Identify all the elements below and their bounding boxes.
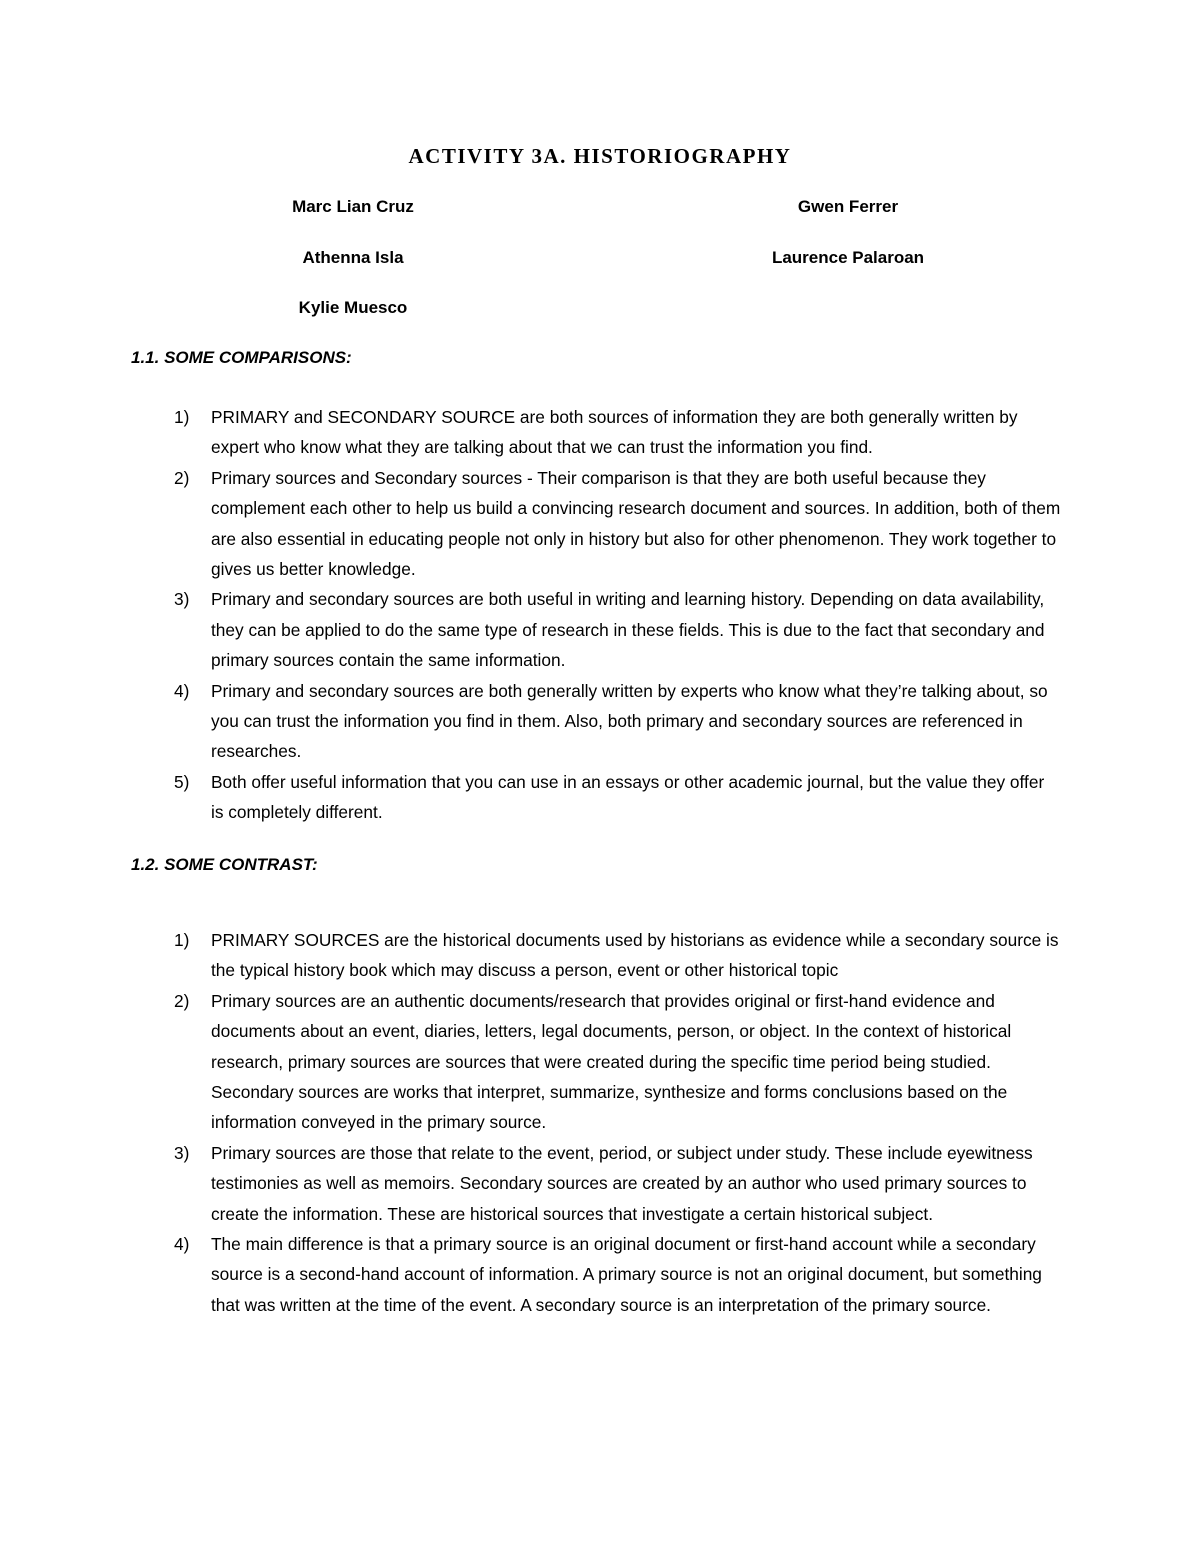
list-item-number: 2) (174, 990, 190, 1011)
section-heading-contrast: 1.2. SOME CONTRAST: (131, 855, 318, 874)
list-item-text: PRIMARY and SECONDARY SOURCE are both sources of information they are both generally written by expert who know what they are talking about that we can trust the information you find. (211, 407, 1018, 458)
list-item-number: 1) (174, 930, 190, 950)
list-item-text: Primary sources and Secondary sources - Their comparison is that they are both useful because they complement each other to help us build a convincing research document and sources. In addition, both of them are also essential in educating people not only in history but also for other phenomenon. They work together to gives us better knowledge. (211, 467, 1061, 580)
list-item-text: Primary sources are those that relate to the event, period, or subject under study. These include eyewitness testimonies as well as memoirs. Secondary sources are created by an author who used primary sources to create the information. These are historical sources that investigate a certain historical subject. (211, 1142, 1033, 1224)
list-item (131, 402, 1061, 463)
section-heading-comparisons: 1.1. SOME COMPARISONS: (131, 348, 352, 367)
list-item (131, 676, 1061, 767)
list-item (131, 584, 1061, 675)
list-item-text: Both offer useful information that you can use in an essays or other academic journal, but the value they offer is completely different. (211, 771, 1045, 823)
list-item (131, 767, 1061, 828)
list-item (131, 1138, 1061, 1229)
list-item (131, 986, 1061, 1138)
author-name: Gwen Ferrer (797, 197, 899, 216)
list-item-number: 3) (174, 589, 190, 610)
document-title: ACTIVITY 3A. HISTORIOGRAPHY (408, 144, 792, 168)
author-name: Laurence Palaroan (771, 248, 925, 267)
list-item-text: Primary sources are an authentic documents/research that provides original or first-hand evidence and documents about an event, diaries, letters, legal documents, person, or object. In the context of historical research, primary sources are sources that were created during the specific time period being studied. Secondary sources are works that interpret, summarize, synthesize and forms conclusions based on the information conveyed in the primary source. (211, 990, 1012, 1133)
comparisons-list (131, 402, 1061, 828)
list-item-number: 1) (174, 407, 190, 427)
list-item (131, 463, 1061, 585)
list-item-number: 2) (174, 467, 190, 488)
author-name: Athenna Isla (302, 248, 404, 267)
author-name: Kylie Muesco (298, 298, 408, 317)
list-item-number: 3) (174, 1142, 190, 1163)
list-item-text: PRIMARY SOURCES are the historical documents used by historians as evidence while a secondary source is the typical history book which may discuss a person, event or other historical topic (211, 930, 1059, 981)
list-item (131, 925, 1061, 986)
author-name: Marc Lian Cruz (292, 197, 414, 216)
list-item (131, 1229, 1061, 1320)
list-item-text: The main difference is that a primary source is an original document or first-hand account while a secondary source is a second-hand account of information. A primary source is not an original document, but something that was written at the time of the event. A secondary source is an interpretation of the primary source. (211, 1234, 1042, 1315)
list-item-number: 5) (174, 771, 190, 792)
list-item-number: 4) (174, 680, 190, 701)
list-item-number: 4) (174, 1234, 190, 1255)
list-item-text: Primary and secondary sources are both generally written by experts who know what they’re talking about, so you can trust the information you find in them. Also, both primary and secondary sources are referenced in researches. (211, 680, 1048, 762)
list-item-text: Primary and secondary sources are both useful in writing and learning history. Depending on data availability, they can be applied to do the same type of research in these fields. This is due to the fact that secondary and primary sources contain the same information. (211, 589, 1045, 671)
contrast-list (131, 925, 1061, 1320)
